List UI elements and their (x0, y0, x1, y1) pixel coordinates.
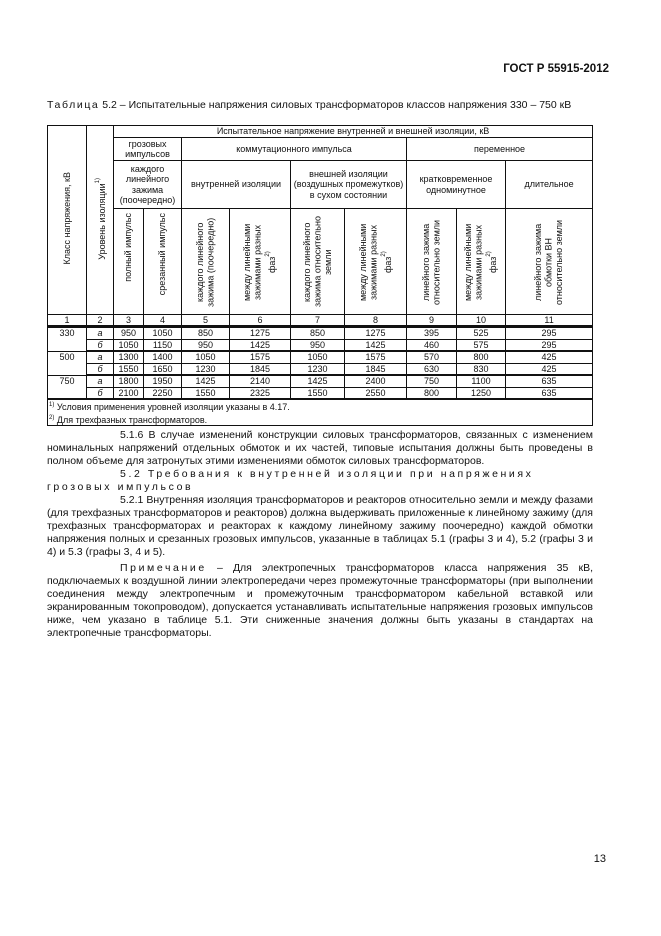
value-cell: 575 (457, 339, 506, 351)
value-cell: 1230 (182, 363, 230, 375)
value-cell: 1425 (182, 375, 230, 387)
document-id: ГОСТ Р 55915-2012 (503, 63, 609, 75)
class-voltage-cell: 330 (48, 327, 87, 352)
column-number: 10 (457, 314, 506, 327)
paragraph-5-1-6: 5.1.6 В случае изменений конструкции силовых трансформаторов, связанных с изменением номинальных напряжений отдельных обмоток и их частей, типовые испытания должны быть проведены в полном объеме для затронутых этими изменениями обмоток силовых трансформаторов. (47, 429, 593, 467)
note-label: Примечание (120, 562, 207, 574)
value-cell: 1550 (291, 387, 345, 399)
value-cell: 1425 (230, 339, 291, 351)
caption-prefix: Таблица (47, 99, 100, 111)
column-number: 11 (506, 314, 593, 327)
leaf-header: каждого линейного зажима относительно земли (291, 209, 345, 315)
column-number: 8 (345, 314, 407, 327)
heading-5-2: 5.2 Требования к внутренней изоляции при напряжениях грозовых импульсов (47, 468, 534, 493)
value-cell: 1050 (291, 351, 345, 363)
page-number: 13 (593, 853, 606, 865)
leaf-header: линейного зажима обмотки ВН относительно земли (506, 209, 593, 315)
value-cell: 1550 (114, 363, 144, 375)
value-cell: 2550 (345, 387, 407, 399)
header-switching: коммутационного импульса (182, 138, 407, 161)
table-row (48, 363, 593, 375)
header-internal: внутренней изоляции (182, 161, 291, 209)
column-number-row (48, 314, 593, 327)
value-cell: 570 (407, 351, 457, 363)
body-text (47, 429, 593, 559)
column-number: 4 (144, 314, 182, 327)
table-caption (47, 99, 593, 112)
value-cell: 1150 (144, 339, 182, 351)
value-cell: 1800 (114, 375, 144, 387)
header-insulation-level: Уровень изоляции$^{1)}$ (87, 126, 114, 315)
value-cell: 1425 (291, 375, 345, 387)
value-cell: 1100 (457, 375, 506, 387)
table-row (48, 327, 593, 340)
class-voltage-cell: 750 (48, 375, 87, 399)
paragraph-5-2-1: 5.2.1 Внутренняя изоляция трансформаторов и реакторов относительно земли и между фазами (для трехфазных трансформаторов и реакторов) должна выдерживать приложенные к линейному зажиму (для трехфазных трансформаторах и реакторах к каждому линейному зажиму поочередно) каждой обмотки напряжения полных и срезанных грозовых импульсов, указанные в таблицах 5.1 (графы 3 и 4), 5.2 (графы 3 и 4) и 5.3 (графы 3, 4 и 5). (47, 494, 593, 558)
caption-text: 5.2 – Испытательные напряжения силовых трансформаторов классов напряжения 330 – 750 кВ (99, 99, 572, 111)
value-cell: 800 (457, 351, 506, 363)
leaf-header: между линейными зажимами разных фаз$^{2)}$ (345, 209, 407, 315)
value-cell: 1250 (457, 387, 506, 399)
table-row (48, 351, 593, 363)
value-cell: 2140 (230, 375, 291, 387)
value-cell: 950 (114, 327, 144, 340)
note-block (47, 562, 593, 640)
column-number: 6 (230, 314, 291, 327)
value-cell: 525 (457, 327, 506, 340)
value-cell: 1425 (345, 339, 407, 351)
value-cell: 295 (506, 327, 593, 340)
header-long-term: длительное (506, 161, 593, 209)
leaf-header: линейного зажима относительно земли (407, 209, 457, 315)
value-cell: 1275 (230, 327, 291, 340)
value-cell: 1845 (230, 363, 291, 375)
insulation-level-cell: а (87, 327, 114, 340)
value-cell: 395 (407, 327, 457, 340)
value-cell: 950 (182, 339, 230, 351)
header-external: внешней изоляции (воздушных промежутков) в сухом состоянии (291, 161, 407, 209)
footnote-1: $^{1)}$ Условия применения уровней изоляции указаны в 4.17. (49, 402, 290, 412)
note-text: – Для электропечных трансформаторов класса напряжения 35 кВ, подключаемых к воздушной линии электропередачи через промежуточные трансформаторы (при выполнении соединения между электропечным и промежуточным трансформатором кабельной вставкой или экранированным токопроводом), допускается устанавливать испытательные напряжения грозовых импульсов ниже, чем указано в таблице 5.1. Эти сниженные значения должны быть указаны в стандартах на электропечные трансформаторы. (47, 562, 593, 639)
table-footnotes (48, 399, 593, 426)
value-cell: 2100 (114, 387, 144, 399)
header-ac: переменное (407, 138, 593, 161)
table-row (48, 375, 593, 387)
test-voltage-table (47, 125, 593, 426)
value-cell: 1550 (182, 387, 230, 399)
value-cell: 750 (407, 375, 457, 387)
table-row (48, 387, 593, 399)
value-cell: 1400 (144, 351, 182, 363)
value-cell: 425 (506, 351, 593, 363)
value-cell: 850 (291, 327, 345, 340)
leaf-header: между линейными зажимами разных фаз$^{2)}$ (457, 209, 506, 315)
footnote-2: $^{2)}$ Для трехфазных трансформаторов. (49, 414, 208, 425)
column-number: 7 (291, 314, 345, 327)
value-cell: 800 (407, 387, 457, 399)
value-cell: 1845 (345, 363, 407, 375)
leaf-header: полный импульс (114, 209, 144, 315)
header-each-terminal: каждого линейного зажима (поочередно) (114, 161, 182, 209)
value-cell: 630 (407, 363, 457, 375)
column-number: 9 (407, 314, 457, 327)
column-number: 3 (114, 314, 144, 327)
insulation-level-cell: б (87, 387, 114, 399)
value-cell: 1050 (182, 351, 230, 363)
column-number: 5 (182, 314, 230, 327)
value-cell: 2325 (230, 387, 291, 399)
value-cell: 1300 (114, 351, 144, 363)
leaf-header: срезанный импульс (144, 209, 182, 315)
header-short-term: кратковременное одноминутное (407, 161, 506, 209)
class-voltage-cell: 500 (48, 351, 87, 375)
column-number: 1 (48, 314, 87, 327)
column-number: 2 (87, 314, 114, 327)
value-cell: 1050 (144, 327, 182, 340)
leaf-header: каждого линейного зажима (поочередно) (182, 209, 230, 315)
value-cell: 460 (407, 339, 457, 351)
value-cell: 1575 (230, 351, 291, 363)
value-cell: 850 (182, 327, 230, 340)
value-cell: 1575 (345, 351, 407, 363)
value-cell: 1650 (144, 363, 182, 375)
value-cell: 425 (506, 363, 593, 375)
insulation-level-cell: б (87, 339, 114, 351)
value-cell: 635 (506, 387, 593, 399)
value-cell: 830 (457, 363, 506, 375)
table-row (48, 339, 593, 351)
value-cell: 1230 (291, 363, 345, 375)
insulation-level-cell: а (87, 351, 114, 363)
value-cell: 1050 (114, 339, 144, 351)
header-test-voltage: Испытательное напряжение внутренней и внешней изоляции, кВ (114, 126, 593, 138)
header-class-voltage: Класс напряжения, кВ (48, 126, 87, 315)
value-cell: 950 (291, 339, 345, 351)
value-cell: 2250 (144, 387, 182, 399)
leaf-header: между линейными зажимами разных фаз$^{2)}$ (230, 209, 291, 315)
insulation-level-cell: б (87, 363, 114, 375)
value-cell: 2400 (345, 375, 407, 387)
insulation-level-cell: а (87, 375, 114, 387)
value-cell: 1275 (345, 327, 407, 340)
header-lightning: грозовых импульсов (114, 138, 182, 161)
value-cell: 1950 (144, 375, 182, 387)
value-cell: 295 (506, 339, 593, 351)
value-cell: 635 (506, 375, 593, 387)
